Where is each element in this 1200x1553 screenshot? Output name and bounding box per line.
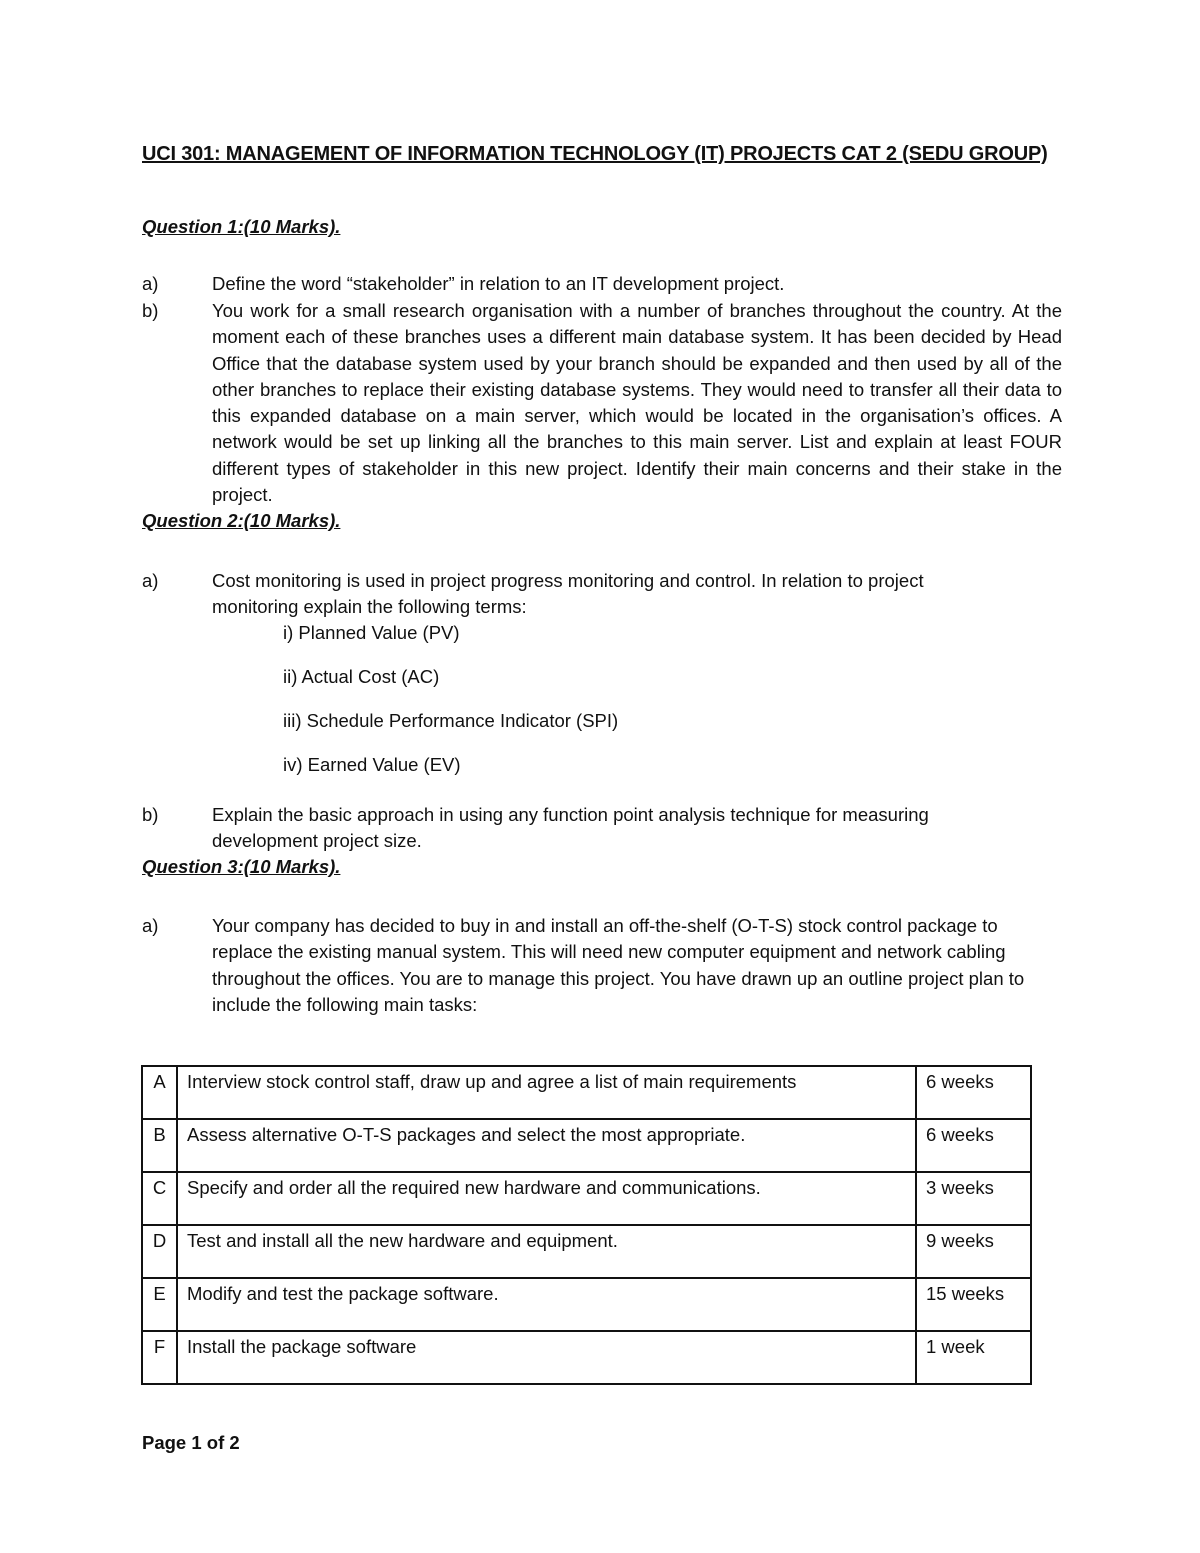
question-2-part-a — [142, 568, 1062, 621]
question-1-heading: Question 1:(10 Marks). — [142, 216, 341, 237]
part-label: b) — [142, 804, 159, 825]
term-schedule-performance-indicator: iii) Schedule Performance Indicator (SPI) — [283, 710, 619, 731]
question-3-part-a — [142, 913, 1062, 1018]
task-description-cell: Interview stock control staff, draw up and agree a list of main requirements — [177, 1066, 916, 1119]
task-description-cell: Install the package software — [177, 1331, 916, 1384]
table-row — [142, 1172, 1031, 1225]
question-3-heading: Question 3:(10 Marks). — [142, 856, 341, 877]
term-earned-value: iv) Earned Value (EV) — [283, 754, 461, 775]
page-number: Page 1 of 2 — [142, 1432, 240, 1453]
part-label: a) — [142, 273, 159, 294]
task-duration-cell: 3 weeks — [916, 1172, 1031, 1225]
task-description-cell: Modify and test the package software. — [177, 1278, 916, 1331]
question-2-a-text: Cost monitoring is used in project progress monitoring and control. In relation to project monitoring explain the following terms: — [212, 570, 924, 618]
question-3-a-text: Your company has decided to buy in and install an off-the-shelf (O-T-S) stock control package to replace the existing manual system. This will need new computer equipment and network cabling throughout the offices. You are to manage this project. You have drawn up an outline project plan to include the following main tasks: — [212, 915, 1025, 1015]
task-id-cell: F — [142, 1331, 177, 1384]
part-label: b) — [142, 300, 159, 321]
project-tasks-table — [141, 1065, 1032, 1385]
question-1-part-a — [142, 271, 1062, 297]
task-duration-cell: 15 weeks — [916, 1278, 1031, 1331]
term-actual-cost: ii) Actual Cost (AC) — [283, 666, 440, 687]
table-row — [142, 1066, 1031, 1119]
table-row — [142, 1331, 1031, 1384]
task-duration-cell: 6 weeks — [916, 1066, 1031, 1119]
task-duration-cell: 9 weeks — [916, 1225, 1031, 1278]
part-label: a) — [142, 570, 159, 591]
task-id-cell: B — [142, 1119, 177, 1172]
question-1-part-b — [142, 298, 1062, 508]
task-id-cell: D — [142, 1225, 177, 1278]
document-title: UCI 301: MANAGEMENT OF INFORMATION TECHNOLOGY (IT) PROJECTS CAT 2 (SEDU GROUP) — [142, 143, 1048, 165]
part-label: a) — [142, 915, 159, 936]
question-2-heading: Question 2:(10 Marks). — [142, 510, 341, 531]
term-planned-value: i) Planned Value (PV) — [283, 622, 460, 643]
task-id-cell: C — [142, 1172, 177, 1225]
question-1-b-text: You work for a small research organisation with a number of branches throughout the country. At the moment each of these branches uses a different main database system. It has been decided by Head Office that the database system used by your branch should be expanded and then used by all of the other branches to replace their existing database systems. They would need to transfer all their data to this expanded database on a main server, which would be located in the organisation’s offices. A network would be set up linking all the branches to this main server. List and explain at least FOUR different types of stakeholder in this new project. Identify their main concerns and their stake in the project. — [212, 300, 1062, 506]
table-row — [142, 1278, 1031, 1331]
table-row — [142, 1119, 1031, 1172]
task-duration-cell: 1 week — [916, 1331, 1031, 1384]
question-1-a-text: Define the word “stakeholder” in relation to an IT development project. — [212, 273, 785, 294]
question-2-b-text: Explain the basic approach in using any function point analysis technique for measuring development project size. — [212, 804, 929, 852]
task-description-cell: Test and install all the new hardware and equipment. — [177, 1225, 916, 1278]
question-2-part-b — [142, 802, 1062, 855]
task-description-cell: Specify and order all the required new hardware and communications. — [177, 1172, 916, 1225]
table-row — [142, 1225, 1031, 1278]
task-id-cell: A — [142, 1066, 177, 1119]
task-duration-cell: 6 weeks — [916, 1119, 1031, 1172]
task-id-cell: E — [142, 1278, 177, 1331]
task-description-cell: Assess alternative O-T-S packages and select the most appropriate. — [177, 1119, 916, 1172]
